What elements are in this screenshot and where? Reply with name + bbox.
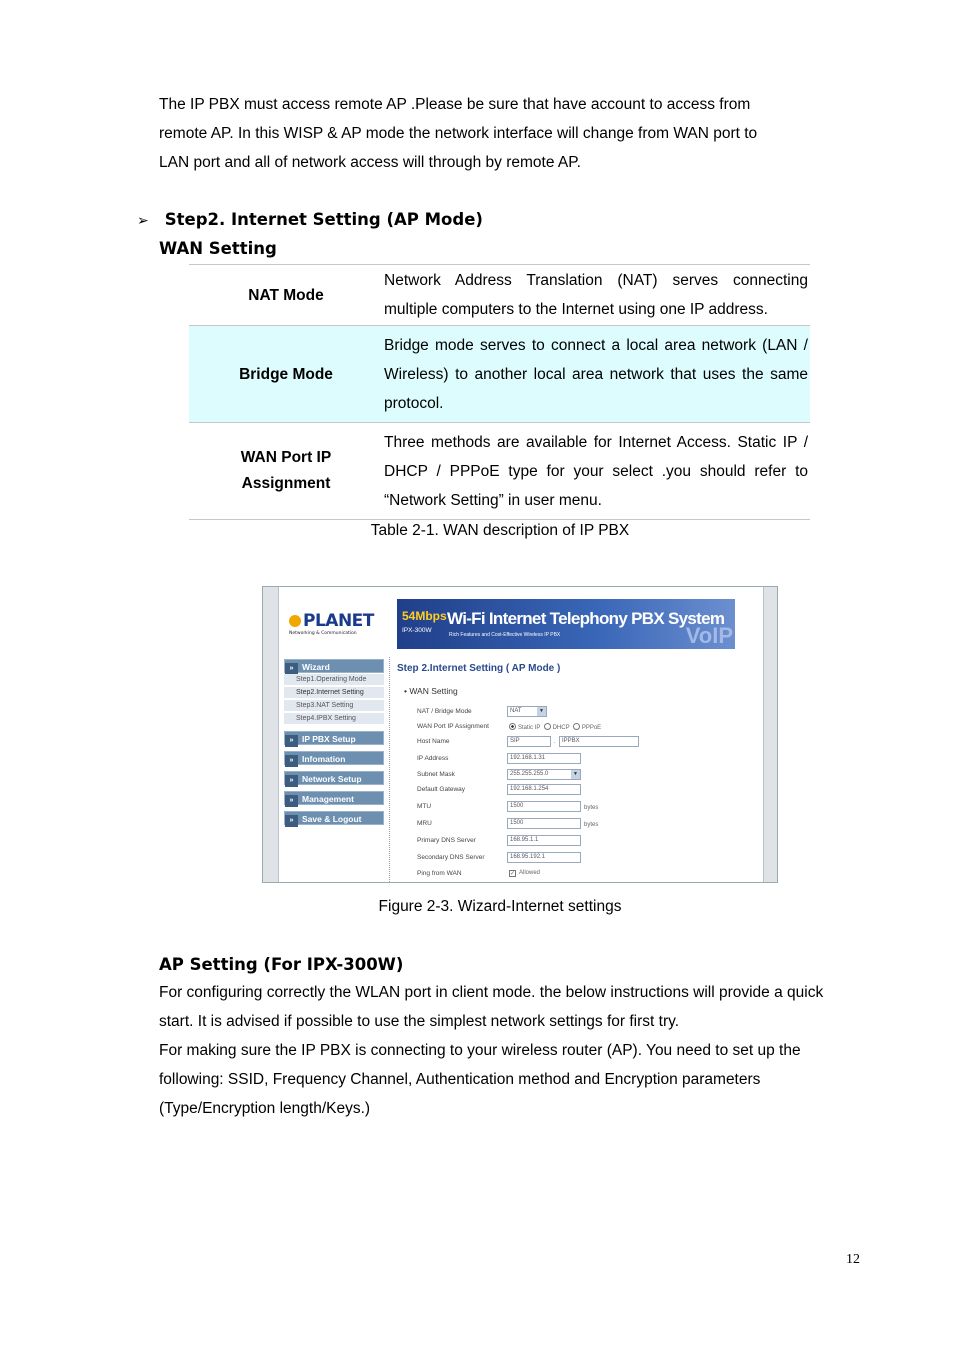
host-name-separator: . [554, 739, 556, 745]
secondary-dns-label: Secondary DNS Server [417, 854, 485, 861]
chevron-down-icon: ▼ [571, 770, 580, 779]
row-label: Bridge Mode [189, 326, 383, 423]
double-chevron-icon: » [285, 795, 298, 807]
double-chevron-icon: » [285, 735, 298, 747]
wan-ip-options: Static IP DHCP PPPoE [509, 723, 601, 731]
default-gateway-label: Default Gateway [417, 786, 466, 793]
wizard-step-title: Step 2.Internet Setting ( AP Mode ) [397, 663, 561, 674]
row-description: Bridge mode serves to connect a local area network (LAN / Wireless) to another local area network that uses the same protocol. [383, 326, 810, 423]
double-chevron-icon: » [285, 815, 298, 827]
allowed-checkbox[interactable]: ✓ [510, 871, 516, 877]
menu-ippbx-setup-button[interactable]: » IP PBX Setup [284, 731, 384, 745]
dhcp-radio[interactable] [544, 723, 551, 730]
row-label: NAT Mode [189, 265, 383, 326]
menu-step4[interactable]: Step4.IPBX Setting [284, 713, 384, 725]
domain-name-input[interactable]: IPPBX [559, 736, 639, 747]
figure-caption: Figure 2-3. Wizard-Internet settings [378, 898, 622, 915]
bullet-icon: ➢ [137, 213, 149, 229]
primary-dns-input[interactable]: 168.95.1.1 [507, 835, 581, 846]
row-description: Three methods are available for Internet Access. Static IP / DHCP / PPPoE type for your select .you should refer to “Network Setting” in user menu. [383, 423, 810, 520]
ap-line: For configuring correctly the WLAN port in client mode. the below instructions will provide a quick [159, 984, 824, 1001]
wan-description-table [189, 264, 810, 520]
banner-speed: 54Mbps [402, 609, 447, 623]
wan-setting-subheading: • WAN Setting [404, 686, 458, 696]
chevron-down-icon: ▼ [537, 707, 546, 716]
row-description: Network Address Translation (NAT) serves connecting multiple computers to the Internet using one IP address. [383, 265, 810, 326]
planet-logo [289, 611, 374, 636]
nat-bridge-label: NAT / Bridge Mode [417, 708, 472, 715]
logo-subtitle: Networking & Communication [289, 631, 357, 636]
nat-bridge-select[interactable]: NAT ▼ [507, 706, 547, 717]
ap-line: following: SSID, Frequency Channel, Authentication method and Encryption parameters [159, 1071, 761, 1088]
primary-dns-label: Primary DNS Server [417, 837, 476, 844]
pppoe-radio[interactable] [573, 723, 580, 730]
ip-address-label: IP Address [417, 755, 449, 762]
ap-line: start. It is advised if possible to use the simplest network settings for first try. [159, 1013, 680, 1030]
host-name-input[interactable]: SIP [507, 736, 551, 747]
ap-line: (Type/Encryption length/Keys.) [159, 1100, 371, 1117]
table-row [189, 326, 810, 423]
wan-heading: WAN Setting [159, 239, 277, 258]
banner-voip: VoIP [685, 623, 733, 648]
mtu-input[interactable]: 1500 [507, 801, 581, 812]
banner-tagline: Rich Features and Cost-Effective Wireless IP PBX [449, 632, 561, 638]
row-label: WAN Port IP Assignment [189, 423, 383, 520]
ap-paragraph [159, 978, 823, 1123]
host-name-label: Host Name [417, 738, 450, 745]
wan-ip-label: WAN Port IP Assignment [417, 723, 489, 730]
ip-address-input[interactable]: 192.168.1.31 [507, 753, 581, 764]
subnet-mask-label: Subnet Mask [417, 771, 455, 778]
intro-line: remote AP. In this WISP & AP mode the network interface will change from WAN port to [159, 125, 758, 142]
page-number: 12 [846, 1252, 860, 1267]
menu-wizard-button[interactable]: » Wizard [284, 659, 384, 673]
mru-unit: bytes [584, 822, 599, 828]
secondary-dns-input[interactable]: 168.95.192.1 [507, 852, 581, 863]
banner-model: IPX-300W [402, 627, 432, 634]
menu-management-button[interactable]: » Management [284, 791, 384, 805]
double-chevron-icon: » [285, 775, 298, 787]
table-row [189, 423, 810, 520]
table-row [189, 265, 810, 326]
planet-globe-icon [289, 615, 301, 627]
menu-step3[interactable]: Step3.NAT Setting [284, 700, 384, 712]
intro-line: LAN port and all of network access will through by remote AP. [159, 154, 581, 171]
default-gateway-input[interactable]: 192.168.1.254 [507, 784, 581, 795]
menu-information-button[interactable]: » Infomation [284, 751, 384, 765]
menu-step1[interactable]: Step1.Operating Mode [284, 674, 384, 686]
mtu-label: MTU [417, 803, 432, 810]
mru-label: MRU [417, 820, 432, 827]
step-heading-text: Step2. Internet Setting (AP Mode) [164, 210, 483, 229]
double-chevron-icon: » [285, 755, 298, 767]
intro-line: The IP PBX must access remote AP .Please be sure that have account to access from [159, 96, 751, 113]
double-chevron-icon: » [285, 663, 298, 675]
menu-step2[interactable]: Step2.Internet Setting [284, 687, 384, 699]
step-heading [137, 210, 483, 229]
mtu-unit: bytes [584, 805, 599, 811]
intro-paragraph [159, 90, 757, 177]
banner-title: Wi-Fi Internet Telephony PBX System [447, 609, 725, 628]
wizard-screenshot [262, 586, 778, 883]
menu-network-setup-button[interactable]: » Network Setup [284, 771, 384, 785]
mru-input[interactable]: 1500 [507, 818, 581, 829]
menu-save-logout-button[interactable]: » Save & Logout [284, 811, 384, 825]
product-banner [397, 599, 735, 649]
left-frame [263, 587, 279, 882]
ping-wan-option: ✓ Allowed [510, 870, 541, 877]
subnet-mask-select[interactable]: 255.255.255.0 ▼ [507, 769, 581, 780]
table-caption: Table 2-1. WAN description of IP PBX [370, 522, 630, 539]
right-frame [763, 587, 777, 882]
ap-line: For making sure the IP PBX is connecting to your wireless router (AP). You need to set up the [159, 1042, 801, 1059]
ping-wan-label: Ping from WAN [417, 870, 462, 877]
ap-heading: AP Setting (For IPX-300W) [159, 955, 404, 974]
static-ip-radio[interactable] [509, 723, 516, 730]
logo-text: PLANET [303, 611, 374, 631]
content-divider [389, 657, 390, 882]
